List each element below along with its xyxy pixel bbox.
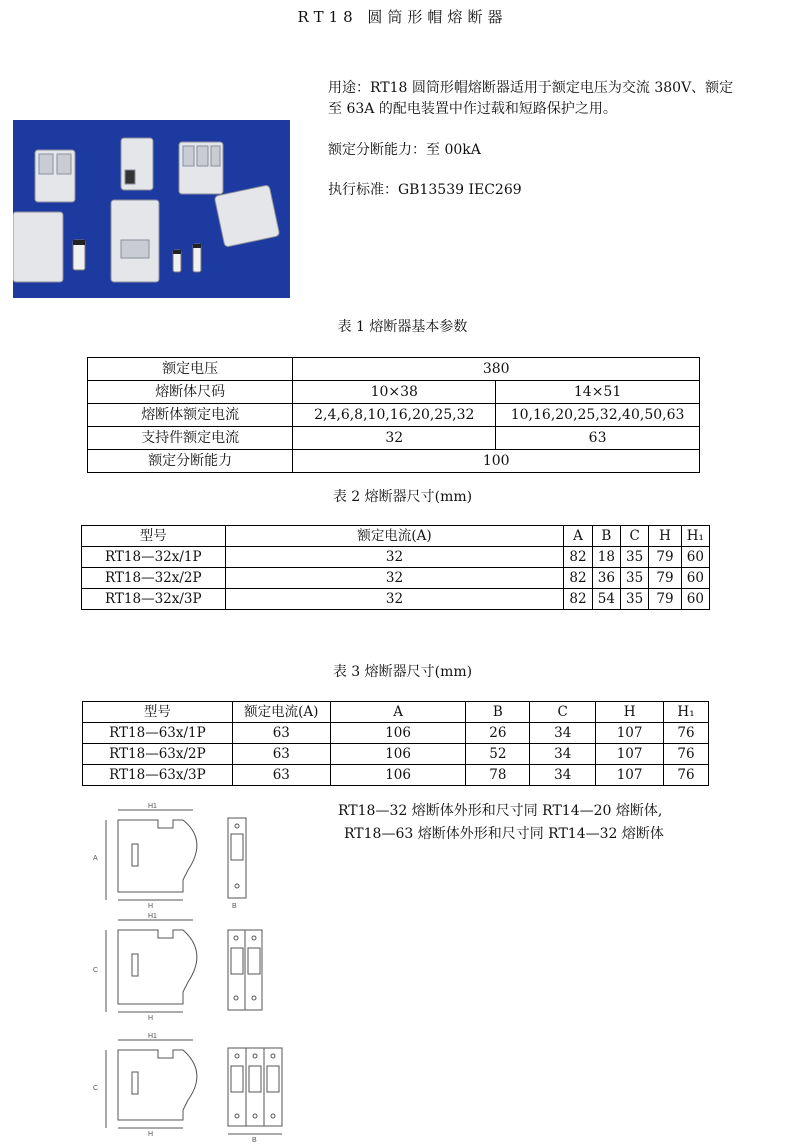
table1-caption: 表 1 熔断器基本参数 — [337, 319, 468, 335]
table-cell: 78 — [466, 765, 530, 786]
drawing-3p — [88, 1032, 298, 1146]
table2 — [81, 525, 710, 610]
table3 — [82, 701, 709, 786]
table-header-row — [82, 526, 710, 547]
column-header: B — [592, 526, 620, 547]
table-cell: 34 — [530, 765, 596, 786]
breaking-capacity-text: 额定分断能力：至 00kA — [328, 142, 481, 158]
table-cell: 106 — [330, 765, 466, 786]
table-cell: 34 — [530, 744, 596, 765]
table-cell: 79 — [649, 547, 681, 568]
table-row — [88, 404, 700, 427]
table-cell: 10,16,20,25,32,40,50,63 — [496, 404, 700, 427]
table-cell: 2,4,6,8,10,16,20,25,32 — [293, 404, 496, 427]
svg-text:C: C — [93, 967, 99, 974]
table2-caption: 表 2 熔断器尺寸(mm) — [332, 489, 473, 505]
purpose-line-1: 用途：RT18 圆筒形帽熔断器适用于额定电压为交流 380V、额定 — [328, 80, 734, 96]
table-cell: 76 — [664, 723, 709, 744]
table-cell: 额定电压 — [88, 358, 293, 381]
table-cell: 380 — [293, 358, 700, 381]
table-cell: 35 — [620, 568, 648, 589]
table-row — [88, 358, 700, 381]
table-row — [88, 450, 700, 473]
table-cell: 60 — [681, 547, 709, 568]
table-cell: RT18—32x/1P — [82, 547, 226, 568]
table-cell: 额定分断能力 — [88, 450, 293, 473]
svg-text:B: B — [252, 1137, 257, 1142]
table-cell: 107 — [596, 765, 664, 786]
table-cell: 35 — [620, 589, 648, 610]
drawing-1p — [88, 800, 298, 914]
table-cell: 63 — [232, 765, 330, 786]
table-cell: 10×38 — [293, 381, 496, 404]
column-header: B — [466, 702, 530, 723]
table-row — [83, 765, 709, 786]
table-cell: 76 — [664, 765, 709, 786]
purpose-line-2: 至 63A 的配电装置中作过载和短路保护之用。 — [328, 101, 617, 117]
column-header: H₁ — [681, 526, 709, 547]
column-header: 型号 — [82, 526, 226, 547]
svg-text:A: A — [93, 855, 98, 862]
table1 — [87, 357, 700, 473]
table-cell: 52 — [466, 744, 530, 765]
column-header: H — [649, 526, 681, 547]
note-line-1: RT18—32 熔断体外形和尺寸同 RT14—20 熔断体, — [338, 803, 663, 819]
table-cell: 76 — [664, 744, 709, 765]
svg-text:H: H — [148, 903, 154, 910]
table-cell: 36 — [592, 568, 620, 589]
table-row — [82, 547, 710, 568]
product-photo-graphic — [13, 120, 290, 298]
page-title: RT18 圆筒形帽熔断器 — [297, 8, 508, 26]
notes — [338, 800, 664, 846]
table-cell: RT18—63x/2P — [83, 744, 233, 765]
table-cell: 26 — [466, 723, 530, 744]
table-cell: 107 — [596, 744, 664, 765]
table-cell: RT18—63x/3P — [83, 765, 233, 786]
table-cell: 60 — [681, 568, 709, 589]
note-line-2: RT18—63 熔断体外形和尺寸同 RT14—32 熔断体 — [344, 826, 664, 842]
column-header: A — [330, 702, 466, 723]
table-cell: 熔断体尺码 — [88, 381, 293, 404]
table-cell: 82 — [564, 589, 592, 610]
table-cell: 18 — [592, 547, 620, 568]
svg-text:H: H — [148, 1131, 154, 1138]
table-cell: 32 — [225, 589, 564, 610]
table-cell: 32 — [225, 568, 564, 589]
table-cell: 63 — [232, 723, 330, 744]
svg-text:C: C — [93, 1085, 99, 1092]
column-header: A — [564, 526, 592, 547]
svg-text:H1: H1 — [148, 803, 157, 810]
table-cell: RT18—63x/1P — [83, 723, 233, 744]
table-cell: 82 — [564, 568, 592, 589]
table-cell: 支持件额定电流 — [88, 427, 293, 450]
table-cell: RT18—32x/3P — [82, 589, 226, 610]
standard-text: 执行标准：GB13539 IEC269 — [328, 182, 522, 198]
table-cell: 35 — [620, 547, 648, 568]
table-row — [83, 723, 709, 744]
table-row — [88, 381, 700, 404]
column-header: 额定电流(A) — [232, 702, 330, 723]
table-cell: 82 — [564, 547, 592, 568]
table-cell: 32 — [293, 427, 496, 450]
svg-text:H1: H1 — [148, 913, 157, 920]
table-cell: RT18—32x/2P — [82, 568, 226, 589]
column-header: 型号 — [83, 702, 233, 723]
table-cell: 63 — [232, 744, 330, 765]
table-header-row — [83, 702, 709, 723]
column-header: C — [530, 702, 596, 723]
column-header: C — [620, 526, 648, 547]
column-header: 额定电流(A) — [225, 526, 564, 547]
table-cell: 106 — [330, 744, 466, 765]
svg-text:B: B — [232, 903, 237, 910]
table-cell: 107 — [596, 723, 664, 744]
table-row — [88, 427, 700, 450]
table-cell: 14×51 — [496, 381, 700, 404]
table-cell: 熔断体额定电流 — [88, 404, 293, 427]
svg-text:H: H — [148, 1015, 154, 1022]
table-row — [83, 744, 709, 765]
table-cell: 100 — [293, 450, 700, 473]
table3-caption: 表 3 熔断器尺寸(mm) — [332, 664, 473, 680]
table-cell: 32 — [225, 547, 564, 568]
table-cell: 34 — [530, 723, 596, 744]
table-row — [82, 568, 710, 589]
product-photo — [13, 120, 290, 298]
column-header: H — [596, 702, 664, 723]
table-cell: 54 — [592, 589, 620, 610]
column-header: H₁ — [664, 702, 709, 723]
table-cell: 60 — [681, 589, 709, 610]
table-cell: 63 — [496, 427, 700, 450]
drawing-2p — [88, 912, 298, 1026]
table-cell: 79 — [649, 589, 681, 610]
table-row — [82, 589, 710, 610]
svg-text:H1: H1 — [148, 1033, 157, 1040]
table-cell: 106 — [330, 723, 466, 744]
table-cell: 79 — [649, 568, 681, 589]
